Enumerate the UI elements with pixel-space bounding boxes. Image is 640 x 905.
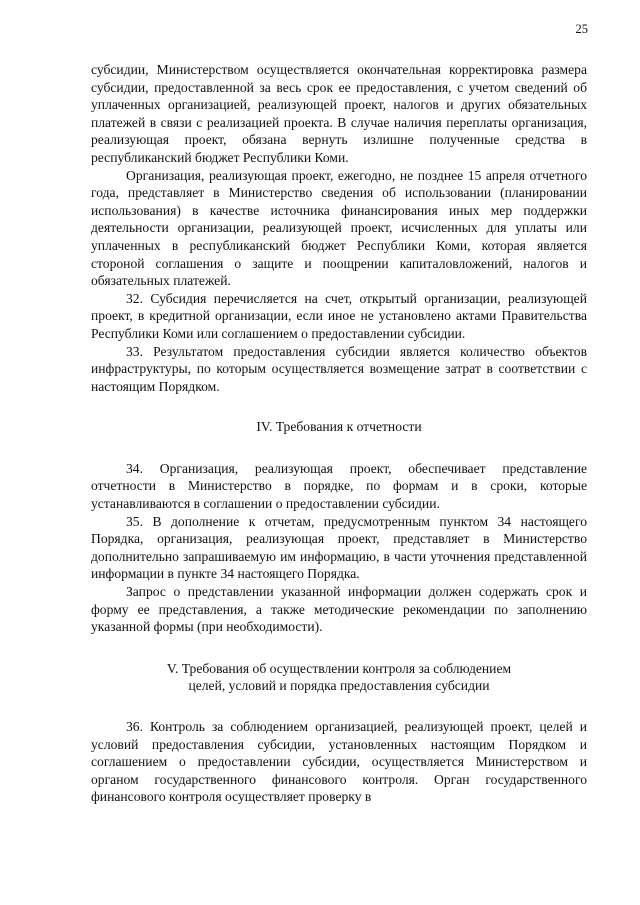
section-heading-v-line2: целей, условий и порядка предоставления субсидии <box>188 678 490 694</box>
paragraph-32: 32. Субсидия перечисляется на счет, открытый организации, реализующей проект, в кредитной организации, если иное не установлено актами Правительства Республики Коми или соглашением о предоставлении субсидии. <box>91 290 587 341</box>
section-heading-iv: IV. Требования к отчетности <box>256 419 422 435</box>
paragraph-33: 33. Результатом предоставления субсидии является количество объектов инфраструктуры, по которым осуществляется возмещение затрат в соответствии с настоящим Порядком. <box>91 343 587 394</box>
section-heading-v <box>91 660 587 695</box>
paragraph-34: 34. Организация, реализующая проект, обеспечивает представление отчетности в Министерство в порядке, по формам и в сроки, которые устанавливаются в соглашении о предоставлении субсидии. <box>91 460 587 512</box>
paragraph-subsidy-adjustment: субсидии, Министерством осуществляется окончательная корректировка размера субсидии, предоставленной за весь срок ее предоставления, с учетом сведений об уплаченных организацией, реализующей проект, налогов и других обязательных платежей в связи с реализацией проекта. В случае наличия переплаты организация, реализующая проект, обязана вернуть излишне полученные средства в республиканский бюджет Республики Коми. <box>91 62 587 165</box>
paragraph-annual-report: Организация, реализующая проект, ежегодно, не позднее 15 апреля отчетного года, представляет в Министерство сведения об использовании (планировании использования) в качестве источника финансирования иных мер поддержки деятельности организации, реализующей проект, исчисленных для уплаты или уплаченных в республиканский бюджет Республики Коми, которая является стороной соглашения о защите и поощрении капиталовложений, налогов и обязательных платежей. <box>91 167 587 289</box>
paragraph-request: Запрос о представлении указанной информации должен содержать срок и форму ее представления, а также методические рекомендации по заполнению указанной формы (при необходимости). <box>91 584 587 635</box>
paragraph-36: 36. Контроль за соблюдением организацией, реализующей проект, целей и условий предоставления субсидии, установленных настоящим Порядком и соглашением о предоставлении субсидии, осуществляется Министерством и органом государственного финансового контроля. Орган государственного финансового контроля осуществляет проверку в <box>91 719 587 805</box>
paragraph-35: 35. В дополнение к отчетам, предусмотренным пунктом 34 настоящего Порядка, организация, реализующая проект, представляет в Министерство дополнительно запрашиваемую им информацию, в части уточнения представленной информации в пункте 34 настоящего Порядка. <box>91 513 587 582</box>
section-heading-v-line1: V. Требования об осуществлении контроля за соблюдением <box>166 660 512 676</box>
page-number: 25 <box>575 22 588 36</box>
document-body <box>91 61 587 806</box>
